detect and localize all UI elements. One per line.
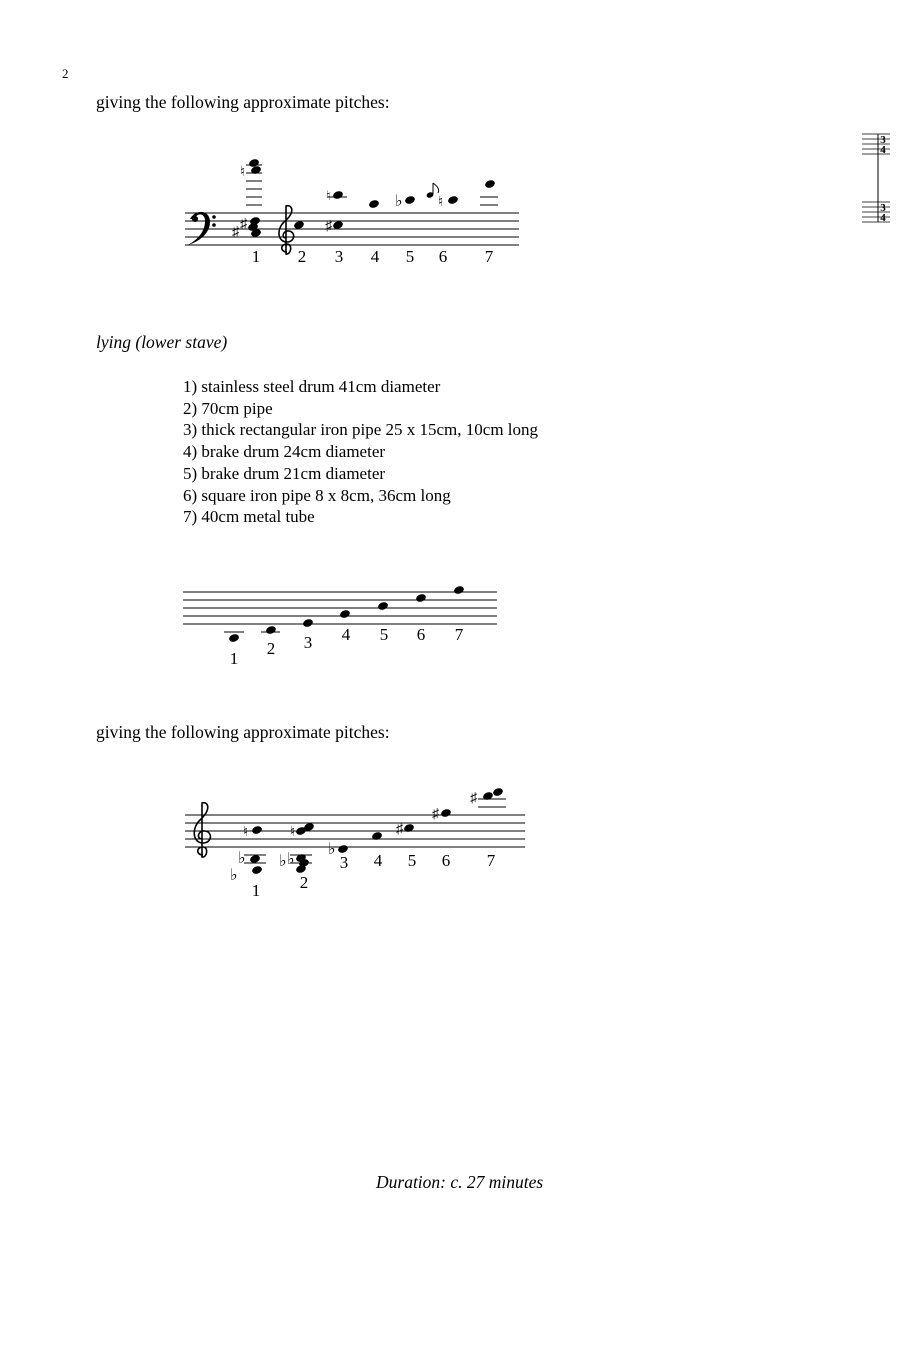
- staff-number: 5: [379, 625, 389, 644]
- note-6: [432, 807, 452, 822]
- note-5: [395, 193, 416, 210]
- staff-number: 3: [334, 247, 344, 266]
- staff-number: 7: [454, 625, 464, 644]
- staff-lines: [185, 815, 525, 847]
- svg-text:♯: ♯: [240, 217, 247, 232]
- pitch-staff-lower: [0, 760, 900, 910]
- svg-text:♮: ♮: [326, 188, 331, 203]
- svg-text:♯: ♯: [325, 219, 332, 234]
- time-sig-numerator: 3: [880, 202, 886, 214]
- note-5: [396, 822, 415, 837]
- staff-number: 5: [407, 851, 417, 870]
- note-4: [368, 199, 380, 209]
- list-item: 3) thick rectangular iron pipe 25 x 15cm, 10cm long: [183, 420, 539, 440]
- note-7: [480, 179, 498, 205]
- note-4: [371, 831, 383, 841]
- note-2: [265, 625, 277, 635]
- bass-clef-icon: [188, 212, 216, 245]
- staff-number: 1: [251, 881, 261, 900]
- note-cluster-2: [279, 822, 315, 874]
- svg-text:♯: ♯: [232, 225, 239, 240]
- staff-number: 4: [370, 247, 380, 266]
- svg-text:♭: ♭: [230, 867, 238, 884]
- svg-text:♮: ♮: [240, 165, 246, 180]
- svg-text:♯: ♯: [396, 822, 403, 837]
- list-item: 4) brake drum 24cm diameter: [183, 442, 386, 462]
- svg-text:♮: ♮: [243, 825, 249, 840]
- list-item: 2) 70cm pipe: [183, 398, 273, 418]
- staff-number: 6: [438, 247, 448, 266]
- staff-number: 5: [405, 247, 415, 266]
- time-sig-denominator: 4: [880, 144, 886, 156]
- instrument-list: [183, 376, 538, 528]
- svg-text:♭: ♭: [238, 850, 246, 867]
- staff-lines: [183, 592, 497, 624]
- staff-number: 2: [299, 873, 309, 892]
- notation-staff: [0, 540, 900, 680]
- note-7: [453, 585, 465, 595]
- staff-number: 2: [266, 639, 276, 658]
- list-item: 1) stainless steel drum 41cm diameter: [183, 377, 441, 396]
- list-item: 6) square iron pipe 8 x 8cm, 36cm long: [183, 485, 451, 505]
- staff-number: 7: [484, 247, 494, 266]
- note-5: [377, 601, 389, 611]
- note-1: [228, 633, 240, 643]
- time-sig-denominator: 4: [880, 212, 886, 224]
- note-cluster-1: [232, 158, 262, 240]
- staff-number: 6: [416, 625, 426, 644]
- pitch-staff-upper: [0, 0, 900, 300]
- staff-numbers: [252, 247, 494, 266]
- note-cluster-1: [230, 825, 266, 884]
- note-7: [470, 787, 506, 807]
- staff-number: 1: [251, 247, 261, 266]
- margin-time-signatures: [862, 134, 890, 224]
- section-heading: lying (lower stave): [96, 332, 228, 352]
- treble-clef-icon: [194, 803, 210, 857]
- intro-text: giving the following approximate pitches:: [96, 722, 390, 742]
- svg-text:♮: ♮: [438, 195, 444, 210]
- note-3: [302, 618, 314, 628]
- staff-number: 4: [341, 625, 351, 644]
- staff-number: 7: [486, 851, 496, 870]
- time-sig-numerator: 3: [880, 134, 886, 146]
- staff-number: 1: [229, 649, 239, 668]
- svg-text:♯: ♯: [470, 791, 477, 806]
- svg-text:♯: ♯: [432, 807, 439, 822]
- intro-text: giving the following approximate pitches:: [96, 92, 390, 112]
- svg-text:♭: ♭: [279, 853, 287, 870]
- staff-numbers: [230, 625, 464, 668]
- staff-number: 6: [441, 851, 451, 870]
- staff-number: 2: [297, 247, 307, 266]
- note-4: [339, 609, 351, 619]
- svg-text:♭: ♭: [287, 851, 295, 868]
- note-3: [325, 188, 347, 234]
- list-item: 7) 40cm metal tube: [183, 507, 315, 527]
- svg-text:♭: ♭: [395, 193, 403, 210]
- note-6: [415, 593, 427, 603]
- duration-note: Duration: c. 27 minutes: [376, 1172, 544, 1192]
- staff-number: 4: [373, 851, 383, 870]
- list-item: 5) brake drum 21cm diameter: [183, 463, 386, 483]
- staff-number: 3: [339, 853, 349, 872]
- staff-number: 3: [303, 633, 313, 652]
- svg-text:♮: ♮: [290, 825, 296, 840]
- page-number: 2: [62, 66, 69, 81]
- note-6: [426, 183, 459, 210]
- svg-text:♭: ♭: [328, 841, 336, 858]
